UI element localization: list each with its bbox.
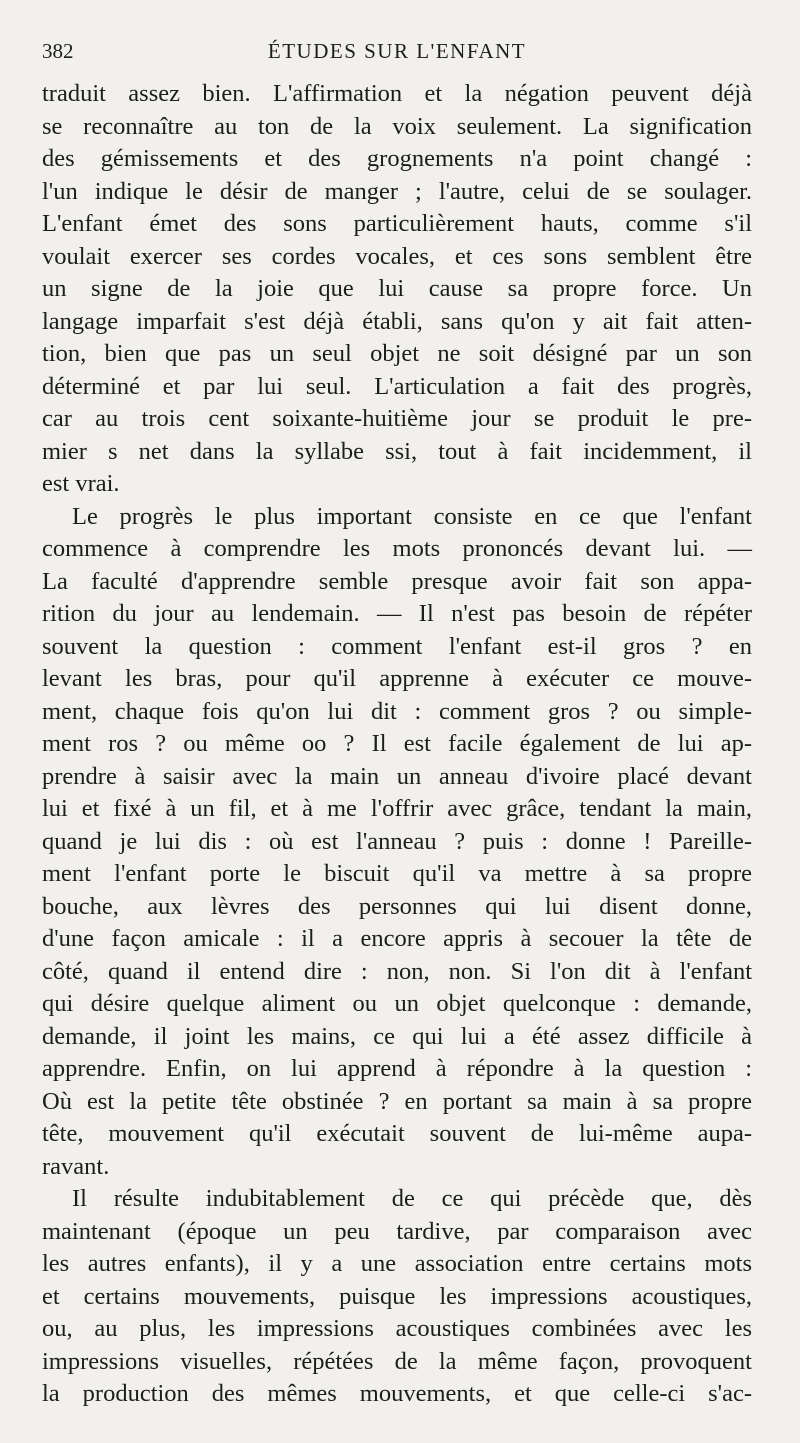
text-line: Où est la petite tête obstinée ? en portant sa main à sa propre	[42, 1087, 752, 1115]
text-line: quand je lui dis : où est l'anneau ? puis : donne ! Pareille-	[42, 827, 752, 855]
text-line: se reconnaître au ton de la voix seulement. La signification	[42, 112, 752, 140]
text-line: car au trois cent soixante-huitième jour se produit le pre-	[42, 405, 752, 432]
paragraph-end-line: ravant.	[42, 1152, 110, 1180]
text-line: déterminé et par lui seul. L'articulation a fait des progrès,	[42, 372, 752, 400]
text-line: un signe de la joie que lui cause sa propre force. Un	[42, 275, 752, 302]
body-text	[42, 78, 752, 1411]
text-line: les autres enfants), il y a une association entre certains mots	[42, 1250, 752, 1277]
text-line: voulait exercer ses cordes vocales, et ces sons semblent être	[42, 242, 752, 270]
text-line: côté, quand il entend dire : non, non. Si l'on dit à l'enfant	[42, 957, 752, 985]
text-line: tête, mouvement qu'il exécutait souvent de lui-même aupa-	[42, 1120, 752, 1147]
text-line: des gémissements et des grognements n'a point changé :	[42, 145, 752, 172]
text-line: ment l'enfant porte le biscuit qu'il va mettre à sa propre	[42, 860, 752, 887]
paragraph-end-line: est vrai.	[42, 470, 120, 497]
text-line: commence à comprendre les mots prononcés devant lui. —	[42, 535, 752, 562]
page-number: 382	[42, 39, 74, 63]
text-line: tion, bien que pas un seul objet ne soit désigné par un son	[42, 340, 752, 367]
text-line: L'enfant émet des sons particulièrement hauts, comme s'il	[42, 210, 752, 237]
text-line: la production des mêmes mouvements, et que celle-ci s'ac-	[42, 1380, 752, 1407]
text-line: levant les bras, pour qu'il apprenne à exécuter ce mouve-	[42, 665, 752, 692]
text-line: prendre à saisir avec la main un anneau d'ivoire placé devant	[42, 762, 752, 790]
text-line: mier s net dans la syllabe ssi, tout à fait incidemment, il	[42, 437, 752, 465]
text-line: rition du jour au lendemain. — Il n'est pas besoin de répéter	[42, 600, 752, 627]
text-line: ou, au plus, les impressions acoustiques combinées avec les	[42, 1315, 752, 1342]
text-line: maintenant (époque un peu tardive, par comparaison avec	[42, 1217, 752, 1245]
text-line: d'une façon amicale : il a encore appris à secouer la tête de	[42, 925, 752, 952]
text-line: souvent la question : comment l'enfant est-il gros ? en	[42, 632, 752, 660]
text-line: traduit assez bien. L'affirmation et la négation peuvent déjà	[42, 80, 752, 107]
text-line: ment ros ? ou même oo ? Il est facile également de lui ap-	[42, 730, 752, 757]
paragraph-start-line: Le progrès le plus important consiste en ce que l'enfant	[72, 502, 752, 530]
text-line: qui désire quelque aliment ou un objet quelconque : demande,	[42, 990, 752, 1017]
text-line: l'un indique le désir de manger ; l'autre, celui de se soulager.	[42, 177, 752, 205]
text-line: impressions visuelles, répétées de la même façon, provoquent	[42, 1347, 752, 1375]
text-line: La faculté d'apprendre semble presque avoir fait son appa-	[42, 567, 752, 595]
text-line: apprendre. Enfin, on lui apprend à répondre à la question :	[42, 1055, 752, 1082]
text-line: ment, chaque fois qu'on lui dit : comment gros ? ou simple-	[42, 697, 752, 725]
text-line: et certains mouvements, puisque les impressions acoustiques,	[42, 1282, 752, 1310]
text-line: demande, il joint les mains, ce qui lui a été assez difficile à	[42, 1022, 752, 1050]
text-line: lui et fixé à un fil, et à me l'offrir avec grâce, tendant la main,	[42, 795, 752, 822]
running-head	[42, 34, 752, 68]
paragraph-start-line: Il résulte indubitablement de ce qui précède que, dès	[72, 1185, 752, 1212]
text-line: langage imparfait s'est déjà établi, sans qu'on y ait fait atten-	[42, 307, 752, 335]
running-title: ÉTUDES SUR L'ENFANT	[267, 39, 527, 63]
text-line: bouche, aux lèvres des personnes qui lui disent donne,	[42, 892, 752, 920]
